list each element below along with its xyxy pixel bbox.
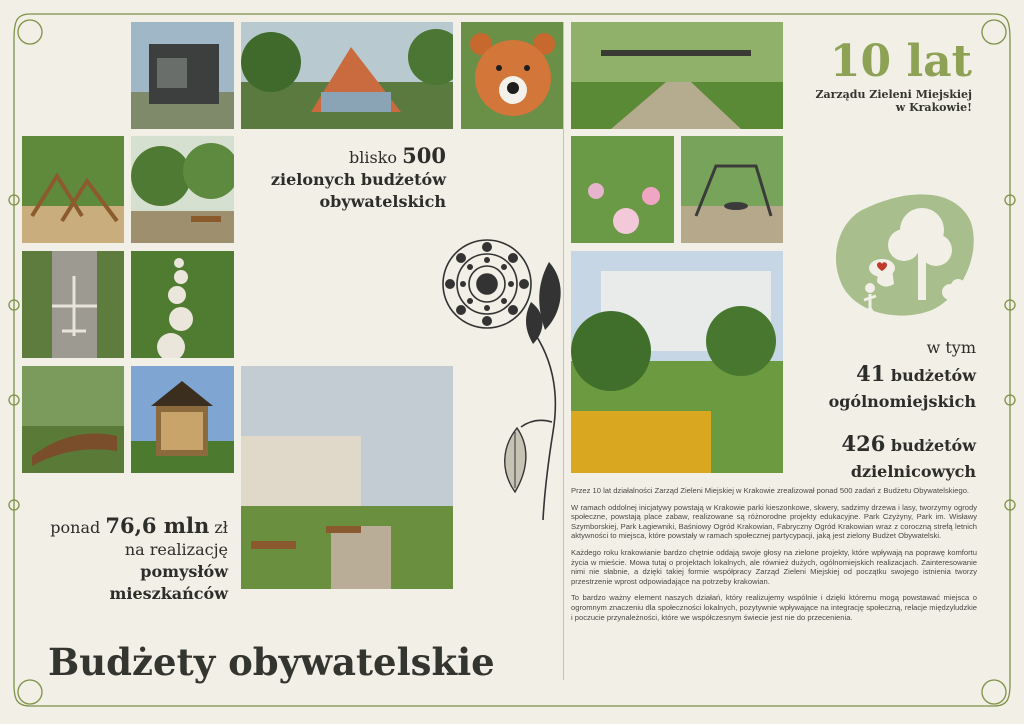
- body-text: [571, 486, 977, 629]
- stat-budget-split: [780, 335, 976, 485]
- anniversary-number: 10 lat: [829, 36, 972, 87]
- anniversary-line-1: Zarządu Zieleni Miejskiej: [815, 88, 972, 101]
- stat-split-intro: w tym: [926, 338, 976, 357]
- photo-pavilion: [131, 22, 234, 129]
- stat-funding-amount: 76,6 mln: [105, 513, 210, 538]
- stat-citywide-label-1: budżetów: [890, 366, 976, 385]
- stat-budgets-line-3: obywatelskich: [319, 192, 446, 211]
- stat-budgets-count: 500: [402, 143, 446, 168]
- photo-bear-sign: [461, 22, 564, 129]
- body-paragraph-3: Każdego roku krakowianie bardzo chętnie oddają swoje głosy na zielone projekty, które wpływają na poprawę komfortu życia w mieście. Mowa tutaj o projektach lokalnych, ale również dużych, ogólnomiejskich realizacjach. Zainteresowanie nimi nie słabnie, a dzięki takiej formie współpracy Zarząd Zieleni Miejskiej od początku swojego istnienia tworzy przestrzenie wprost odpowiadające na potrzeby krakowian.: [571, 547, 977, 586]
- photo-cosmos-flowers: [571, 136, 674, 243]
- page-title: Budżety obywatelskie: [48, 640, 495, 684]
- anniversary-header: [815, 36, 972, 114]
- body-paragraph-1: Przez 10 lat działalności Zarząd Zieleni Miejskiej w Krakowie zrealizował ponad 500 zadań z Budżetu Obywatelskiego.: [571, 486, 970, 495]
- photo-insect-hotel: [131, 366, 234, 473]
- photo-garden-pergola: [571, 22, 783, 129]
- photo-rudbeckia-park: [571, 251, 783, 473]
- stat-funding: [30, 515, 228, 605]
- photo-wooden-play: [22, 136, 124, 243]
- photo-park-bench-trees: [131, 136, 234, 243]
- stat-budgets-line-2: zielonych budżetów: [270, 170, 446, 189]
- ornamental-flower-icon: [435, 222, 575, 522]
- photo-hopscotch: [131, 251, 234, 358]
- stat-funding-line-2: na realizację: [124, 540, 228, 559]
- stat-citywide-count: 41: [856, 361, 886, 386]
- anniversary-line-2: w Krakowie!: [895, 101, 972, 114]
- body-paragraph-2: W ramach oddolnej inicjatywy powstają w Krakowie parki kieszonkowe, skwery, sadzimy drzewa i lasy, tworzymy ogrody społeczne, powstają place zabaw, realizowane są różnorodne projekty edukacyjne. Park Czyżyny, Park im. Wisławy Szymborskiej, Park Łagiewniki, Baśniowy Ogród Krakowian, Fabryczny Ogród Krakowian wraz z coroczną strefą letnich aktywności to miejsca, które powstały w ramach społecznej partycypacji, jaką jest zielony Budżet Obywatelski.: [571, 502, 977, 541]
- stat-district-label-1: budżetów: [890, 436, 976, 455]
- tree-person-heart-icon: [832, 190, 974, 320]
- photo-swings: [681, 136, 783, 243]
- photo-path-plane-drawing: [22, 251, 124, 358]
- photo-park-benches-building: [241, 366, 453, 589]
- body-paragraph-4: To bardzo ważny element naszych działań, który realizujemy wspólnie i dzięki któremu mogą powstawać miejsca o ogromnym znaczeniu dla społeczności lokalnych, pozytywnie wpływające na integrację społeczną, relacje międzyludzkie i poczucie przynależności, które we współczesnym świecie jest nie do przecenienia.: [571, 593, 977, 622]
- stat-district-label-2: dzielnicowych: [850, 462, 976, 481]
- stat-funding-line-3: pomysłów mieszkańców: [109, 562, 228, 603]
- stat-budgets-total: [250, 145, 446, 213]
- stat-funding-currency: zł: [214, 518, 228, 537]
- stat-budgets-prefix: blisko: [349, 148, 398, 167]
- photo-playground: [241, 22, 453, 129]
- stat-funding-prefix: ponad: [50, 518, 101, 537]
- stat-citywide-label-2: ogólnomiejskich: [828, 392, 976, 411]
- stat-district-count: 426: [841, 431, 886, 456]
- photo-wooden-benches: [22, 366, 124, 473]
